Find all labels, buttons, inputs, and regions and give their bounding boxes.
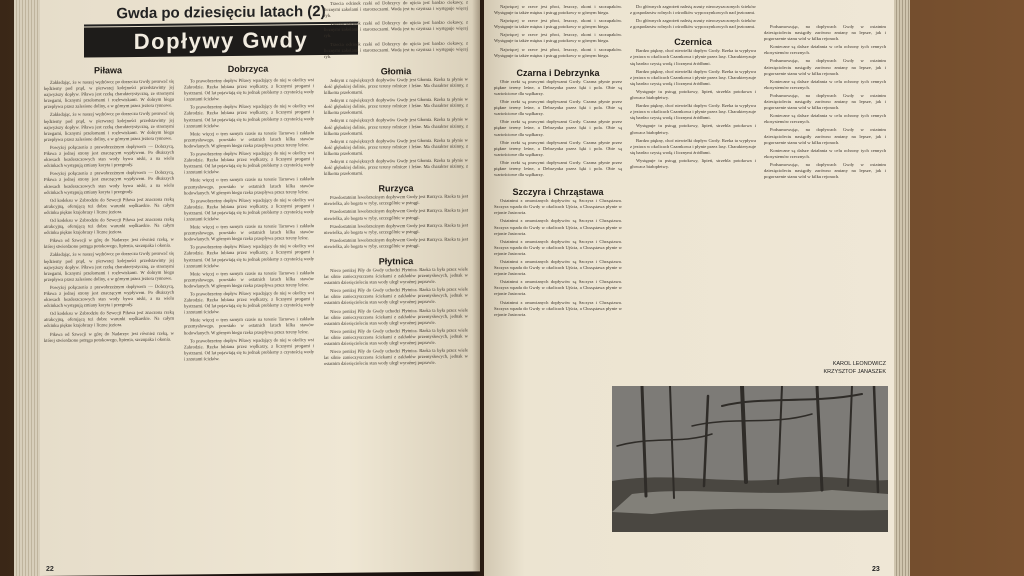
right-page [484, 0, 894, 576]
heading-dobrzyca: Dobrzyca [227, 63, 269, 75]
author-byline: KAROL LEONOWICZ KRZYSZTOF JANASZEK [823, 361, 886, 375]
heading-glomia: Głomia [380, 65, 412, 77]
page-number-right: 23 [872, 566, 880, 573]
column-glomia-rurzyca-plytnica: Trzecia odcinek rzeki od Dobrzycy do ujścia jest bardzo ciekawy, z licznymi zakolami i starorzeczami. Woda jest tu czystsza i występuje więcej ryb. Trzecia odcinek rzeki od Dobrzycy do ujścia jest bardzo ciekawy, z licznymi zakolami i starorzeczami. Woda jest tu czystsza i występuje więcej ryb. Trzecia odcinek rzeki od Dobrzycy do ujścia jest bardzo ciekawy, z licznymi zakolami i starorzeczami. Woda jest tu czystsza i występuje więcej ryb. Głomia Jednym z największych dopływów Gwdy jest Głomia. Rzeka ta płynie w dość głębokiej dolinie, przez tereny rolnicze i leśne. Ma charakter nizinny, z kilkoma przełomami. Jednym z największych dopływów Gwdy jest Głomia. Rzeka ta płynie w dość głębokiej dolinie, przez tereny rolnicze i leśne. Ma charakter nizinny, z kilkoma przełomami. Jednym z największych dopływów Gwdy jest Głomia. Rzeka ta płynie w dość głębokiej dolinie, przez tereny rolnicze i leśne. Ma charakter nizinny, z kilkoma przełomami. Jednym z największych dopływów Gwdy jest Głomia. Rzeka ta płynie w dość głębokiej dolinie, przez tereny rolnicze i leśne. Ma charakter nizinny, z kilkoma przełomami. Jednym z największych dopływów Gwdy jest Głomia. Rzeka ta płynie w dość głębokiej dolinie, przez tereny rolnicze i leśne. Ma charakter nizinny, z kilkoma przełomami. Rurzyca Przedostatnim lewobrzeżnym dopływem Gwdy jest Rurzyca. Rzeka ta jest niewielka, ale bogata w ryby, szczególnie w pstrągi. Przedostatnim lewobrzeżnym dopływem Gwdy jest Rurzyca. Rzeka ta jest niewielka, ale bogata w ryby, szczególnie w pstrągi. Przedostatnim lewobrzeżnym dopływem Gwdy jest Rurzyca. Rzeka ta jest niewielka, ale bogata w ryby, szczególnie w pstrągi. Przedostatnim lewobrzeżnym dopływem Gwdy jest Rurzyca. Rzeka ta jest niewielka, ale bogata w ryby, szczególnie w pstrągi. Płytnica Nieco poniżej Piły do Gwdy uchodzi Płytnica. Rzeka ta była przez wiele lat silnie zanieczyszczona ściekami z zakładów przemysłowych, jednak w ostatnim dziesięcioleciu stan wody uległ wyraźnej poprawie. Nieco poniżej Piły do Gwdy uchodzi Płytnica. Rzeka ta była przez wiele lat silnie zanieczyszczona ściekami z zakładów przemysłowych, jednak w ostatnim dziesięcioleciu stan wody uległ wyraźnej poprawie. Nieco poniżej Piły do Gwdy uchodzi Płytnica. Rzeka ta była przez wiele lat silnie zanieczyszczona ściekami z zakładów przemysłowych, jednak w ostatnim dziesięcioleciu stan wody uległ wyraźnej poprawie. Nieco poniżej Piły do Gwdy uchodzi Płytnica. Rzeka ta była przez wiele lat silnie zanieczyszczona ściekami z zakładów przemysłowych, jednak w ostatnim dziesięcioleciu stan wody uległ wyraźnej poprawie. Nieco poniżej Piły do Gwdy uchodzi Płytnica. Rzeka ta była przez wiele lat silnie zanieczyszczona ściekami z zakładów przemysłowych, jednak w ostatnim dziesięcioleciu stan wody uległ wyraźnej poprawie. [324, 0, 468, 367]
column-dobrzyca: To prawobrzeżny dopływ Piławy wpadający do niej w okolicy wsi Zabrodzie. Rzeka lubiana przez wędkarzy, z licznymi progami i bystrzami. Od lat pojawiają się tu jednak problemy z czystością wody i zrzutami ścieków. To prawobrzeżny dopływ Piławy wpadający do niej w okolicy wsi Zabrodzie. Rzeka lubiana przez wędkarzy, z licznymi progami i bystrzami. Od lat pojawiają się tu jednak problemy z czystością wody i zrzutami ścieków. Może więcej o tym samym czasie na terenie Tarnowa i zakładu przemysłowego, powstało w ostatnich latach kilka stawów hodowlanych. W górnym biegu rzeka przepływa przez tereny leśne. To prawobrzeżny dopływ Piławy wpadający do niej w okolicy wsi Zabrodzie. Rzeka lubiana przez wędkarzy, z licznymi progami i bystrzami. Od lat pojawiają się tu jednak problemy z czystością wody i zrzutami ścieków. Może więcej o tym samym czasie na terenie Tarnowa i zakładu przemysłowego, powstało w ostatnich latach kilka stawów hodowlanych. W górnym biegu rzeka przepływa przez tereny leśne. To prawobrzeżny dopływ Piławy wpadający do niej w okolicy wsi Zabrodzie. Rzeka lubiana przez wędkarzy, z licznymi progami i bystrzami. Od lat pojawiają się tu jednak problemy z czystością wody i zrzutami ścieków. Może więcej o tym samym czasie na terenie Tarnowa i zakładu przemysłowego, powstało w ostatnich latach kilka stawów hodowlanych. W górnym biegu rzeka przepływa przez tereny leśne. To prawobrzeżny dopływ Piławy wpadający do niej w okolicy wsi Zabrodzie. Rzeka lubiana przez wędkarzy, z licznymi progami i bystrzami. Od lat pojawiają się tu jednak problemy z czystością wody i zrzutami ścieków. Może więcej o tym samym czasie na terenie Tarnowa i zakładu przemysłowego, powstało w ostatnich latach kilka stawów hodowlanych. W górnym biegu rzeka przepływa przez tereny leśne. To prawobrzeżny dopływ Piławy wpadający do niej w okolicy wsi Zabrodzie. Rzeka lubiana przez wędkarzy, z licznymi progami i bystrzami. Od lat pojawiają się tu jednak problemy z czystością wody i zrzutami ścieków. Może więcej o tym samym czasie na terenie Tarnowa i zakładu przemysłowego, powstało w ostatnich latach kilka stawów hodowlanych. W górnym biegu rzeka przepływa przez tereny leśne. To prawobrzeżny dopływ Piławy wpadający do niej w okolicy wsi Zabrodzie. Rzeka lubiana przez wędkarzy, z licznymi progami i bystrzami. Od lat pojawiają się tu jednak problemy z czystością wody i zrzutami ścieków. [184, 77, 314, 362]
left-page [40, 0, 480, 576]
heading-czernica: Czernica [674, 37, 712, 48]
page-stack-left [14, 0, 40, 576]
heading-pilawa: Piława [93, 65, 122, 76]
article-title: Dopływy Gwdy [84, 25, 358, 58]
column-summary: Podsumowując, na dopływach Gwdy w ostatnim dziesięcioleciu nastąpiły zarówno zmiany na lepsze, jak i pogorszenie stanu wód w kilku rejonach. Konieczne są dalsze działania w celu ochrony tych cennych ekosystemów rzecznych. Podsumowując, na dopływach Gwdy w ostatnim dziesięcioleciu nastąpiły zarówno zmiany na lepsze, jak i pogorszenie stanu wód w kilku rejonach. Konieczne są dalsze działania w celu ochrony tych cennych ekosystemów rzecznych. Podsumowując, na dopływach Gwdy w ostatnim dziesięcioleciu nastąpiły zarówno zmiany na lepsze, jak i pogorszenie stanu wód w kilku rejonach. Konieczne są dalsze działania w celu ochrony tych cennych ekosystemów rzecznych. Podsumowując, na dopływach Gwdy w ostatnim dziesięcioleciu nastąpiły zarówno zmiany na lepsze, jak i pogorszenie stanu wód w kilku rejonach. Konieczne są dalsze działania w celu ochrony tych cennych ekosystemów rzecznych. Podsumowując, na dopływach Gwdy w ostatnim dziesięcioleciu nastąpiły zarówno zmiany na lepsze, jak i pogorszenie stanu wód w kilku rejonach. [764, 24, 886, 180]
series-title: Gwda po dziesięciu latach (2) [84, 3, 358, 27]
heading-rurzyca: Rurzyca [378, 183, 414, 194]
heading-czarna-debrzynka: Czarna i Debrzynka [516, 67, 600, 78]
column-pilawa: Zakładając, że w naszej wędrówce po dorzeczu Gwdy posuwać się będziemy pod prąd, w pierwszej kolejności przedstawimy jej najwyższy dopływ. Piława jest rzeką charakterystyczną, ze stromymi brzegami, licznymi przełomami i rozlewiskami. W dolnym biegu przepływa przez zalesione doliny, a w górnym przez jeziora rynnowe. Zakładając, że w naszej wędrówce po dorzeczu Gwdy posuwać się będziemy pod prąd, w pierwszej kolejności przedstawimy jej najwyższy dopływ. Piława jest rzeką charakterystyczną, ze stromymi brzegami, licznymi przełomami i rozlewiskami. W dolnym biegu przepływa przez zalesione doliny, a w górnym przez jeziora rynnowe. Powyżej połączenia z prawobrzeżnym dopływem — Dobrzycą, Piława z jednej strony jest znaczącym wypływem. Po dłuższych okresach bezdeszczowych stan wody bywa niski, a na wielu odcinkach występują zmiany koryta i przegrody. Powyżej połączenia z prawobrzeżnym dopływem — Dobrzycą, Piława z jednej strony jest znaczącym wypływem. Po dłuższych okresach bezdeszczowych stan wody bywa niski, a na wielu odcinkach występują zmiany koryta i przegrody. Od kodeksu w Zabrodziu do Szwecji Piława jest znaczona rzeką atrakcyjną, oferującą też dobre warunki wędkarskie. Na całym odcinku piękne krajobrazy i liczne jeziora. Od kodeksu w Zabrodziu do Szwecji Piława jest znaczona rzeką atrakcyjną, oferującą też dobre warunki wędkarskie. Na całym odcinku piękne krajobrazy i liczne jeziora. Piława od Szwecji w górę do Nadarzyc jest również rzeką, w której stwierdzono pstrąga potokowego, lipienia, szczupaka i okonia. Zakładając, że w naszej wędrówce po dorzeczu Gwdy posuwać się będziemy pod prąd, w pierwszej kolejności przedstawimy jej najwyższy dopływ. Piława jest rzeką charakterystyczną, ze stromymi brzegami, licznymi przełomami i rozlewiskami. W dolnym biegu przepływa przez zalesione doliny, a w górnym przez jeziora rynnowe. Powyżej połączenia z prawobrzeżnym dopływem — Dobrzycą, Piława z jednej strony jest znaczącym wypływem. Po dłuższych okresach bezdeszczowych stan wody bywa niski, a na wielu odcinkach występują zmiany koryta i przegrody. Od kodeksu w Zabrodziu do Szwecji Piława jest znaczona rzeką atrakcyjną, oferującą też dobre warunki wędkarskie. Na całym odcinku piękne krajobrazy i liczne jeziora. Piława od Szwecji w górę do Nadarzyc jest również rzeką, w której stwierdzono pstrąga potokowego, lipienia, szczupaka i okonia. [44, 78, 174, 343]
column-czernica: Do głównych zagrożeń należą zrzuty nieoczyszczonych ścieków z gospodarstw rolnych i ośrodków wypoczynkowych nad jeziorami. Do głównych zagrożeń należą zrzuty nieoczyszczonych ścieków z gospodarstw rolnych i ośrodków wypoczynkowych nad jeziorami. Czernica Bardzo piękny, choć niewielki dopływ Gwdy. Rzeka ta wypływa z jeziora w okolicach Czarnkowa i płynie przez lasy. Charakteryzuje się bardzo czystą wodą i licznymi źródłami. Bardzo piękny, choć niewielki dopływ Gwdy. Rzeka ta wypływa z jeziora w okolicach Czarnkowa i płynie przez lasy. Charakteryzuje się bardzo czystą wodą i licznymi źródłami. Występuje tu pstrąg potokowy, lipień, strzebla potokowa i głowacz białopłetwy. Bardzo piękny, choć niewielki dopływ Gwdy. Rzeka ta wypływa z jeziora w okolicach Czarnkowa i płynie przez lasy. Charakteryzuje się bardzo czystą wodą i licznymi źródłami. Występuje tu pstrąg potokowy, lipień, strzebla potokowa i głowacz białopłetwy. Bardzo piękny, choć niewielki dopływ Gwdy. Rzeka ta wypływa z jeziora w okolicach Czarnkowa i płynie przez lasy. Charakteryzuje się bardzo czystą wodą i licznymi źródłami. Występuje tu pstrąg potokowy, lipień, strzebla potokowa i głowacz białopłetwy. [630, 4, 756, 169]
heading-plytnica: Płytnica [378, 256, 414, 267]
page-stack-right [894, 0, 910, 576]
heading-szczyra-chrzastawa: Szczyra i Chrząstawa [512, 187, 604, 198]
page-number-left: 22 [46, 565, 54, 573]
river-photo [612, 386, 888, 532]
bound-magazine [14, 0, 896, 576]
river-photo-illustration [612, 386, 888, 532]
column-czarna-szczyra: Najwięcej w rzece jest płoci, leszczy, okoni i szczupaków. Występuje tu także miętus i pstrąg potokowy w górnym biegu. Najwięcej w rzece jest płoci, leszczy, okoni i szczupaków. Występuje tu także miętus i pstrąg potokowy w górnym biegu. Najwięcej w rzece jest płoci, leszczy, okoni i szczupaków. Występuje tu także miętus i pstrąg potokowy w górnym biegu. Najwięcej w rzece jest płoci, leszczy, okoni i szczupaków. Występuje tu także miętus i pstrąg potokowy w górnym biegu. Czarna i Debrzynka Obie rzeki są prawymi dopływami Gwdy. Czarna płynie przez piękne tereny leśne, a Debrzynka przez łąki i pola. Obie są wartościowe dla wędkarzy. Obie rzeki są prawymi dopływami Gwdy. Czarna płynie przez piękne tereny leśne, a Debrzynka przez łąki i pola. Obie są wartościowe dla wędkarzy. Obie rzeki są prawymi dopływami Gwdy. Czarna płynie przez piękne tereny leśne, a Debrzynka przez łąki i pola. Obie są wartościowe dla wędkarzy. Obie rzeki są prawymi dopływami Gwdy. Czarna płynie przez piękne tereny leśne, a Debrzynka przez łąki i pola. Obie są wartościowe dla wędkarzy. Obie rzeki są prawymi dopływami Gwdy. Czarna płynie przez piękne tereny leśne, a Debrzynka przez łąki i pola. Obie są wartościowe dla wędkarzy. Szczyra i Chrząstawa Ostatnimi z omawianych dopływów są Szczyra i Chrząstawa. Szczyra wpada do Gwdy w okolicach Ujścia, a Chrząstawa płynie w rejonie Jastrowia. Ostatnimi z omawianych dopływów są Szczyra i Chrząstawa. Szczyra wpada do Gwdy w okolicach Ujścia, a Chrząstawa płynie w rejonie Jastrowia. Ostatnimi z omawianych dopływów są Szczyra i Chrząstawa. Szczyra wpada do Gwdy w okolicach Ujścia, a Chrząstawa płynie w rejonie Jastrowia. Ostatnimi z omawianych dopływów są Szczyra i Chrząstawa. Szczyra wpada do Gwdy w okolicach Ujścia, a Chrząstawa płynie w rejonie Jastrowia. Ostatnimi z omawianych dopływów są Szczyra i Chrząstawa. Szczyra wpada do Gwdy w okolicach Ujścia, a Chrząstawa płynie w rejonie Jastrowia. Ostatnimi z omawianych dopływów są Szczyra i Chrząstawa. Szczyra wpada do Gwdy w okolicach Ujścia, a Chrząstawa płynie w rejonie Jastrowia. [494, 4, 622, 317]
